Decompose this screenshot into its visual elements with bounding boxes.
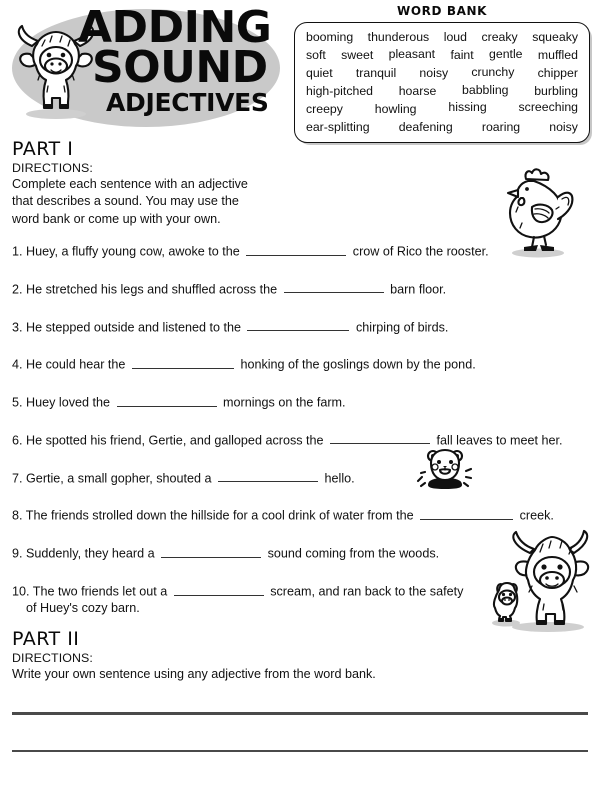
question-number: 8. xyxy=(12,509,23,524)
word-bank-word: sweet xyxy=(341,48,374,62)
part-1-directions-label: DIRECTIONS: xyxy=(12,161,93,175)
word-bank-word: ear-splitting xyxy=(306,120,370,134)
writing-lines xyxy=(12,712,588,787)
word-bank-word: deafening xyxy=(398,120,453,134)
word-bank-row xyxy=(304,120,580,134)
part-2-directions-body: Write your own sentence using any adjective from the word bank. xyxy=(12,667,376,681)
part-2-heading: PART II xyxy=(12,628,80,650)
question-row xyxy=(12,507,592,524)
answer-blank[interactable] xyxy=(218,470,318,483)
question-text-after: crow of Rico the rooster. xyxy=(352,244,489,259)
question-text-after: creek. xyxy=(519,509,554,524)
question-text-before: He stretched his legs and shuffled across the xyxy=(26,282,278,297)
question-number: 2. xyxy=(12,282,23,297)
question-row xyxy=(12,432,592,449)
word-bank-row xyxy=(304,102,580,116)
word-bank-word: babbling xyxy=(462,83,509,97)
question-text-second-line: of Huey's cozy barn. xyxy=(26,601,140,616)
question-text-before: He spotted his friend, Gertie, and galloped across the xyxy=(26,433,324,448)
answer-blank[interactable] xyxy=(330,432,430,445)
word-bank-word: creaky xyxy=(481,30,518,44)
writing-line[interactable] xyxy=(12,712,588,715)
answer-blank[interactable] xyxy=(247,319,349,332)
answer-blank[interactable] xyxy=(420,507,513,520)
word-bank-word: noisy xyxy=(419,66,449,80)
question-row xyxy=(12,319,592,336)
title-line-3: ADJECTIVES xyxy=(106,87,269,117)
word-bank-word: soft xyxy=(306,48,326,62)
part-1-directions-body: Complete each sentence with an adjective that describes a sound. You may use the word bank or come up with your own. xyxy=(12,177,248,226)
word-bank-word: hoarse xyxy=(398,84,437,98)
question-text-before: The two friends let out a xyxy=(32,584,168,599)
part-2-directions-label: DIRECTIONS: xyxy=(12,651,93,665)
title-line-2: SOUND xyxy=(92,42,268,94)
word-bank-word: burbling xyxy=(534,84,578,98)
word-bank-word: hissing xyxy=(448,100,487,114)
question-text-before: He could hear the xyxy=(26,357,126,372)
title-line-1: ADDING xyxy=(78,2,272,53)
question-text-before: Gertie, a small gopher, shouted a xyxy=(26,471,212,486)
word-bank-word: squeaky xyxy=(532,30,578,44)
question-text-after: fall leaves to meet her. xyxy=(436,433,563,448)
question-text-after: chirping of birds. xyxy=(355,320,449,335)
word-bank-word: faint xyxy=(450,48,474,62)
question-text-after: sound coming from the woods. xyxy=(267,546,440,561)
word-bank-row xyxy=(304,30,580,44)
answer-blank[interactable] xyxy=(246,243,346,256)
word-bank-word: booming xyxy=(306,30,354,44)
word-bank-word: high-pitched xyxy=(306,84,373,98)
answer-blank[interactable] xyxy=(117,394,217,407)
question-row xyxy=(12,281,592,298)
part-1-heading: PART I xyxy=(12,138,74,160)
question-row xyxy=(12,470,592,487)
word-bank-word: howling xyxy=(374,102,417,116)
word-bank-row xyxy=(304,48,580,62)
word-bank-row xyxy=(304,84,580,98)
answer-blank[interactable] xyxy=(132,356,234,369)
question-number: 10. xyxy=(12,584,30,599)
question-number: 4. xyxy=(12,357,23,372)
gopher-icon xyxy=(416,447,474,493)
word-bank-word: noisy xyxy=(549,120,578,134)
question-number: 5. xyxy=(12,395,23,410)
word-bank-word: tranquil xyxy=(355,66,397,80)
question-row xyxy=(12,356,592,373)
answer-blank[interactable] xyxy=(161,545,261,558)
question-text-after: honking of the goslings down by the pond. xyxy=(240,357,476,372)
word-bank-word: gentle xyxy=(489,47,523,61)
word-bank-word: screeching xyxy=(518,100,578,114)
word-bank xyxy=(294,4,590,143)
question-row xyxy=(12,394,592,411)
answer-blank[interactable] xyxy=(284,281,384,294)
question-text-after: mornings on the farm. xyxy=(223,395,346,410)
question-text-before: He stepped outside and listened to the xyxy=(26,320,241,335)
word-bank-word: creepy xyxy=(306,102,343,116)
question-number: 7. xyxy=(12,471,23,486)
question-text-before: Suddenly, they heard a xyxy=(26,546,155,561)
word-bank-word: pleasant xyxy=(388,47,436,61)
question-text-after: scream, and ran back to the safety xyxy=(270,584,464,599)
question-number: 1. xyxy=(12,244,23,259)
word-bank-word: crunchy xyxy=(471,65,515,79)
word-bank-word: chipper xyxy=(537,66,578,80)
question-row xyxy=(12,243,592,260)
question-text-after: hello. xyxy=(324,471,355,486)
answer-blank[interactable] xyxy=(174,583,264,596)
question-number: 9. xyxy=(12,546,23,561)
word-bank-word: thunderous xyxy=(367,30,430,44)
question-number: 3. xyxy=(12,320,23,335)
part-1-section xyxy=(12,138,312,228)
cow-bottom-icon xyxy=(486,528,596,632)
word-bank-box xyxy=(294,22,590,143)
word-bank-title: WORD BANK xyxy=(397,4,487,18)
word-bank-word: muffled xyxy=(537,48,578,62)
question-text-before: Huey loved the xyxy=(26,395,111,410)
question-text-after: barn floor. xyxy=(390,282,447,297)
part-2-section xyxy=(12,628,572,683)
word-bank-word: loud xyxy=(443,30,467,44)
word-bank-word: quiet xyxy=(306,66,333,80)
word-bank-row xyxy=(304,66,580,80)
page-title xyxy=(78,2,288,117)
question-text-before: Huey, a fluffy young cow, awoke to the xyxy=(26,244,240,259)
question-text-before: The friends strolled down the hillside for a cool drink of water from the xyxy=(25,509,414,524)
writing-line[interactable] xyxy=(12,750,588,753)
question-number: 6. xyxy=(12,433,23,448)
word-bank-word: roaring xyxy=(481,120,521,134)
